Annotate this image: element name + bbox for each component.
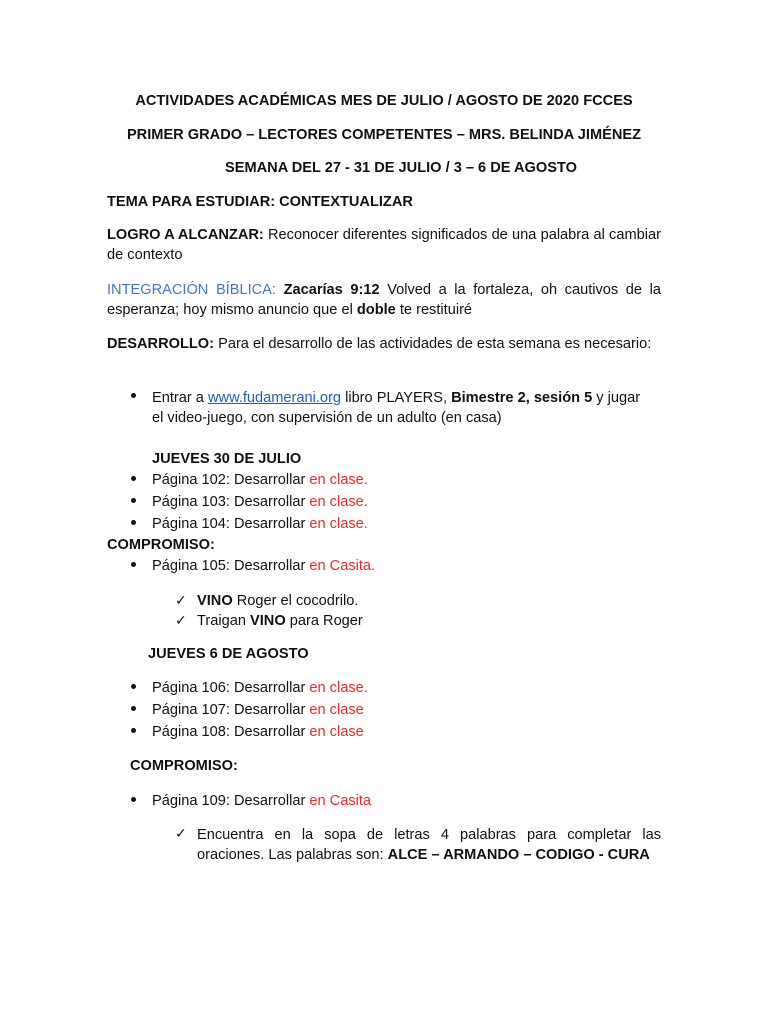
check-bold: ALCE – ARMANDO – CODIGO - CURA xyxy=(387,847,650,863)
day2-heading: JUEVES 6 DE AGOSTO xyxy=(148,646,309,662)
list-item xyxy=(152,722,364,742)
item-status: en Casita. xyxy=(309,558,376,574)
item-text: Página 106: Desarrollar xyxy=(152,680,306,696)
doc-title: ACTIVIDADES ACADÉMICAS MES DE JULIO / AGOSTO DE 2020 FCCES xyxy=(135,93,633,109)
instruction-post: y jugar xyxy=(596,390,641,406)
bullet-icon xyxy=(131,684,136,689)
integracion-text-1: Volved a la fortaleza, oh cautivos de la esperanza; hoy mismo anuncio que el xyxy=(107,282,661,318)
bullet-icon xyxy=(131,562,136,567)
list-item xyxy=(152,470,368,490)
logro-label: LOGRO A ALCANZAR: xyxy=(107,227,264,243)
integracion-paragraph xyxy=(107,280,661,320)
check-item xyxy=(197,825,661,865)
check-text: Encuentra en la sopa de letras 4 palabras para completar las oraciones. Las palabras son: xyxy=(197,827,661,863)
item-status: en clase xyxy=(309,702,364,718)
item-text: Página 109: Desarrollar xyxy=(152,793,306,809)
desarrollo-text: Para el desarrollo de las actividades de esta semana es necesario: xyxy=(218,336,652,352)
item-status: en clase. xyxy=(309,494,368,510)
instruction-mid: libro PLAYERS, xyxy=(345,390,448,406)
integracion-bold-word: doble xyxy=(356,302,396,318)
check-text: Roger el cocodrilo. xyxy=(236,593,359,609)
item-status: en clase. xyxy=(309,516,368,532)
check-item xyxy=(197,591,358,611)
check-bold: VINO xyxy=(197,593,233,609)
logro-text: Reconocer diferentes significados de una palabra al cambiar de contexto xyxy=(107,227,661,263)
fudamerani-link[interactable]: www.fudamerani.org xyxy=(207,390,342,406)
grade-heading: PRIMER GRADO – LECTORES COMPETENTES – MRS. BELINDA JIMÉNEZ xyxy=(126,127,642,143)
item-status: en clase. xyxy=(309,680,368,696)
item-text: Página 104: Desarrollar xyxy=(152,516,306,532)
list-item xyxy=(152,492,368,512)
check-text: para Roger xyxy=(289,613,363,629)
list-item xyxy=(152,700,364,720)
list-item xyxy=(152,514,368,534)
checkmark-icon: ✓ xyxy=(175,825,187,841)
week-heading: SEMANA DEL 27 - 31 DE JULIO / 3 – 6 DE AGOSTO xyxy=(225,160,577,176)
bullet-icon xyxy=(131,498,136,503)
checkmark-icon: ✓ xyxy=(175,592,187,608)
instruction-bold: Bimestre 2, sesión 5 xyxy=(451,390,593,406)
integracion-label: INTEGRACIÓN BÍBLICA: xyxy=(107,282,276,298)
item-status: en Casita xyxy=(309,793,372,809)
item-text: Página 105: Desarrollar xyxy=(152,558,306,574)
bullet-icon xyxy=(131,728,136,733)
desarrollo-label: DESARROLLO: xyxy=(107,336,215,352)
homework-item xyxy=(152,556,375,576)
item-text: Página 108: Desarrollar xyxy=(152,724,306,740)
item-status: en clase. xyxy=(309,472,368,488)
check-pre: Traigan xyxy=(197,613,246,629)
item-text: Página 102: Desarrollar xyxy=(152,472,306,488)
item-status: en clase xyxy=(309,724,364,740)
item-text: Página 107: Desarrollar xyxy=(152,702,306,718)
instruction-item xyxy=(152,388,661,408)
bullet-icon xyxy=(131,393,136,398)
bullet-icon xyxy=(131,797,136,802)
bullet-icon xyxy=(131,476,136,481)
bullet-icon xyxy=(131,706,136,711)
item-text: Página 103: Desarrollar xyxy=(152,494,306,510)
bullet-icon xyxy=(131,520,136,525)
day1-heading: JUEVES 30 DE JULIO xyxy=(152,451,302,467)
check-item xyxy=(197,611,363,631)
checkmark-icon: ✓ xyxy=(175,612,187,628)
list-item xyxy=(152,678,368,698)
day2-compromiso-heading: COMPROMISO: xyxy=(130,758,238,774)
day1-compromiso-heading: COMPROMISO: xyxy=(107,537,215,553)
instruction-line-2: el video-juego, con supervisión de un adulto (en casa) xyxy=(152,410,502,426)
bible-reference: Zacarías 9:12 xyxy=(283,282,380,298)
instruction-pre: Entrar a xyxy=(152,390,204,406)
desarrollo-paragraph xyxy=(107,334,661,354)
tema-heading: TEMA PARA ESTUDIAR: CONTEXTUALIZAR xyxy=(107,194,413,210)
check-bold: VINO xyxy=(250,613,286,629)
logro-paragraph xyxy=(107,225,661,265)
homework-item xyxy=(152,791,371,811)
integracion-text-2: te restituiré xyxy=(399,302,473,318)
